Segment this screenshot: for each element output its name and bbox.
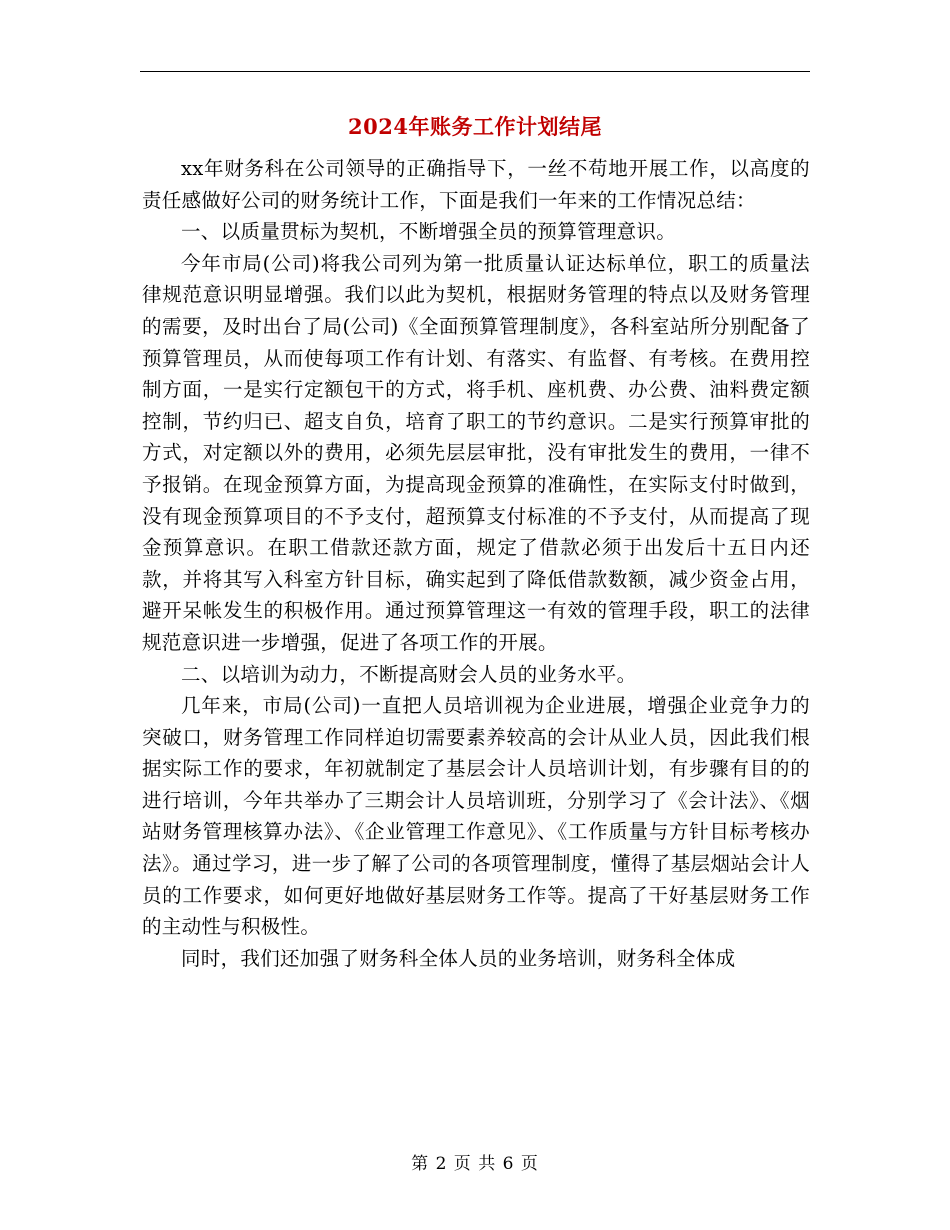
section-heading: 二、以培训为动力，不断提高财会人员的业务水平。 xyxy=(181,662,637,686)
body-paragraph: 今年市局(公司)将我公司列为第一批质量认证达标单位，职工的质量法律规范意识明显增强。我们以此为契机，根据财务管理的特点以及财务管理的需要，及时出台了局(公司)《全面预算管理制度》，各科室站所分别配备了预算管理员，从而使每项工作有计划、有落实、有监督、有考核。在费用控制方面，一是实行定额包干的方式，将手机、座机费、办公费、油料费定额控制，节约归已、超支自负，培育了职工的节约意识。二是实行预算审批的方式，对定额以外的费用，必须先层层审批，没有审批发生的费用，一律不予报销。在现金预算方面，为提高现金预算的准确性，在实际支付时做到，没有现金预算项目的不予支付，超预算支付标准的不予支付，从而提高了现金预算意识。在职工借款还款方面，规定了借款必须于出发后十五日内还款，并将其写入科室方针目标，确实起到了降低借款数额，减少资金占用，避开呆帐发生的积极作用。通过预算管理这一有效的管理手段，职工的法律规范意识进一步增强，促进了各项工作的开展。 xyxy=(142,251,810,654)
page-number-footer: 第 2 页 共 6 页 xyxy=(411,1154,539,1174)
body-paragraph: xx年财务科在公司领导的正确指导下，一丝不苟地开展工作，以高度的责任感做好公司的财务统计工作，下面是我们一年来的工作情况总结： xyxy=(142,157,810,212)
section-heading: 一、以质量贯标为契机，不断增强全员的预算管理意识。 xyxy=(181,220,677,244)
document-title: 2024年账务工作计划结尾 xyxy=(348,114,602,139)
body-paragraph: 同时，我们还加强了财务科全体人员的业务培训，财务科全体成 xyxy=(181,946,736,970)
header-rule xyxy=(140,71,810,72)
body-paragraph: 几年来，市局(公司)一直把人员培训视为企业进展，增强企业竞争力的突破口，财务管理工作同样迫切需要素养较高的会计从业人员，因此我们根据实际工作的要求，年初就制定了基层会计人员培训计划，有步骤有目的的进行培训，今年共举办了三期会计人员培训班，分别学习了《会计法》、《烟站财务管理核算办法》、《企业管理工作意见》、《工作质量与方针目标考核办法》。通过学习，进一步了解了公司的各项管理制度，懂得了基层烟站会计人员的工作要求，如何更好地做好基层财务工作等。提高了干好基层财务工作的主动性与积极性。 xyxy=(142,694,810,939)
document-body xyxy=(142,153,810,974)
